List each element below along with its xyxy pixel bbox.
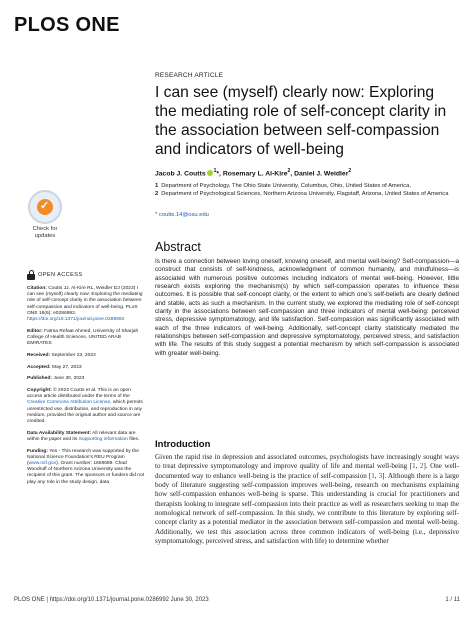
funding: Funding: Yes - This research was supported by the National Science Foundation's REU Program (www.nsf.gov), Grant number: 1659688. Chad Woodruff of Northern Arizona University was the recipient of this grant. The sponsors or funders did not play any role in the study design, data xyxy=(27,448,145,485)
page-number: 1 / 11 xyxy=(445,597,460,603)
author-affiliation-marker: 2 xyxy=(287,168,291,174)
author-affiliation-marker: 1 xyxy=(213,168,217,174)
article-title: I can see (myself) clearly now: Exploring the mediating role of self-concept clarity in the association between self-compassion and indicators of well-being xyxy=(155,84,447,158)
license-link[interactable]: Creative Commons Attribution License xyxy=(27,400,111,406)
open-lock-icon xyxy=(27,270,35,280)
reference-link[interactable]: 3 xyxy=(378,471,383,480)
open-access-badge: OPEN ACCESS xyxy=(27,270,145,280)
abstract-heading: Abstract xyxy=(155,240,201,254)
introduction-heading: Introduction xyxy=(155,439,211,450)
article-info-sidebar xyxy=(27,270,145,491)
reference-link[interactable]: 2 xyxy=(419,462,424,471)
abstract-text: Is there a connection between loving oneself, knowing oneself, and mental well-being? Self-compassion—a construct that consists of self-kindness, acknowledgment of common humanity, and mindfulness—is associated with numerous positive outcomes including indicators of mental well-being. However, little research exists exploring the mechanism(s) by which self-compassion operates to influence these outcomes. It is possible that self-concept clarity, or the extent to which one's self-beliefs are clearly defined and stable, acts as such a mechanism. In the current study, we explored the mediating role of self-concept clarity in the associations between self-compassion and three indicators of mental well-being: perceived stress, depressive symptomatology, and life satisfaction. Self-compassion was significantly associated with each of the three indicators of well-being. Additionally, self-concept clarity statistically mediated the relationships between self-compassion and depressive symptomatology, perceived stress, and satisfaction with life. The results of this study suggest a potential mechanism by which self-compassion is associated with greater well-being. xyxy=(155,258,459,357)
corresponding-email[interactable]: * coutts.14@osu.edu xyxy=(155,212,209,218)
published-date: Published: June 30, 2023 xyxy=(27,376,85,382)
author-name[interactable]: Rosemary L. Al-Kire xyxy=(222,170,288,178)
check-updates-icon: ✓ xyxy=(28,190,62,224)
data-availability: Data Availability Statement: All relevant data are within the paper and its Supporting information files. xyxy=(27,430,140,442)
received-date: Received: September 23, 2022 xyxy=(27,352,96,358)
affiliation-2: 2 Department of Psychological Sciences, Northern Arizona University, Flagstaff, Arizona, United States of America xyxy=(155,191,449,197)
article-type: RESEARCH ARTICLE xyxy=(155,72,224,79)
editor: Editor: Fatma Refaat Ahmed, University of Sharjah College of Health Sciences, UNITED ARAB EMIRATES xyxy=(27,328,139,347)
citation-doi-link[interactable]: https://doi.org/10.1371/journal.pone.0286992 xyxy=(27,317,125,323)
supporting-info-link[interactable]: Supporting information xyxy=(78,436,128,442)
check-for-updates-button[interactable] xyxy=(26,190,64,239)
author-list: Jacob J. Coutts $^1$*, Rosemary L. Al-Kire$^2$, Daniel J. Weidler$^2$ xyxy=(155,168,352,178)
citation: Citation: Coutts JJ, Al-Kire RL, Weidler DJ (2023) I can see (myself) clearly now: Exploring the mediating role of self-concept clarity in the association between self-compassion and indicators of well-being. PLoS ONE 18(6): e0286992. https://doi.org/10.1371/journal.pone.0286992 xyxy=(27,286,143,323)
copyright: Copyright: © 2023 Coutts et al. This is an open access article distributed under the terms of the Creative Commons Attribution License, which permits unrestricted use, distribution, and reproduction in any medium, provided the original author and source are credited. xyxy=(27,387,143,424)
author-name[interactable]: Daniel J. Weidler xyxy=(294,170,349,178)
introduction-text: Given the rapid rise in depression and associated outcomes, psychologists have increasingly sought ways to treat depressive symptomatology and improve quality of life and mental well-being [1, 2]. One well-documented way to enhance well-being is the practice of self-compassion [1, 3]. Although there is a large body of literature suggesting self-compassion improves well-being, research on mechanisms explaining how self-compassion enhances well-being is sparse. This understanding is crucial for practitioners and therapists looking to integrate self-compassion into their practice as well as researchers seeking to map the nomological network of self-compassion. In this study, we contribute to this literature by exploring self-concept clarity as a potential mediator in the association between self-compassion and mental well-being. Additionally, we test this association across three common indicators of well-being (i.e., depressive symptomatology, perceived stress, and satisfaction with life) to determine whether xyxy=(155,453,460,546)
check-updates-label: Check for updates xyxy=(32,226,58,239)
author-name[interactable]: Jacob J. Coutts xyxy=(155,170,206,178)
journal-logo: PLOS ONE xyxy=(14,14,120,36)
page-footer xyxy=(14,597,460,607)
author-affiliation-marker: 2 xyxy=(348,168,352,174)
reference-link[interactable]: 1 xyxy=(412,462,416,471)
affiliation-1: 1 Department of Psychology, The Ohio State University, Columbus, Ohio, United States of America, xyxy=(155,183,411,189)
reference-link[interactable]: 1 xyxy=(371,471,375,480)
accepted-date: Accepted: May 27, 2023 xyxy=(27,364,82,370)
orcid-icon[interactable] xyxy=(207,170,213,176)
footer-citation: PLOS ONE | https://doi.org/10.1371/journal.pone.0286992 June 30, 2023 xyxy=(14,597,209,603)
nsf-link[interactable]: www.nsf.gov xyxy=(28,460,57,466)
